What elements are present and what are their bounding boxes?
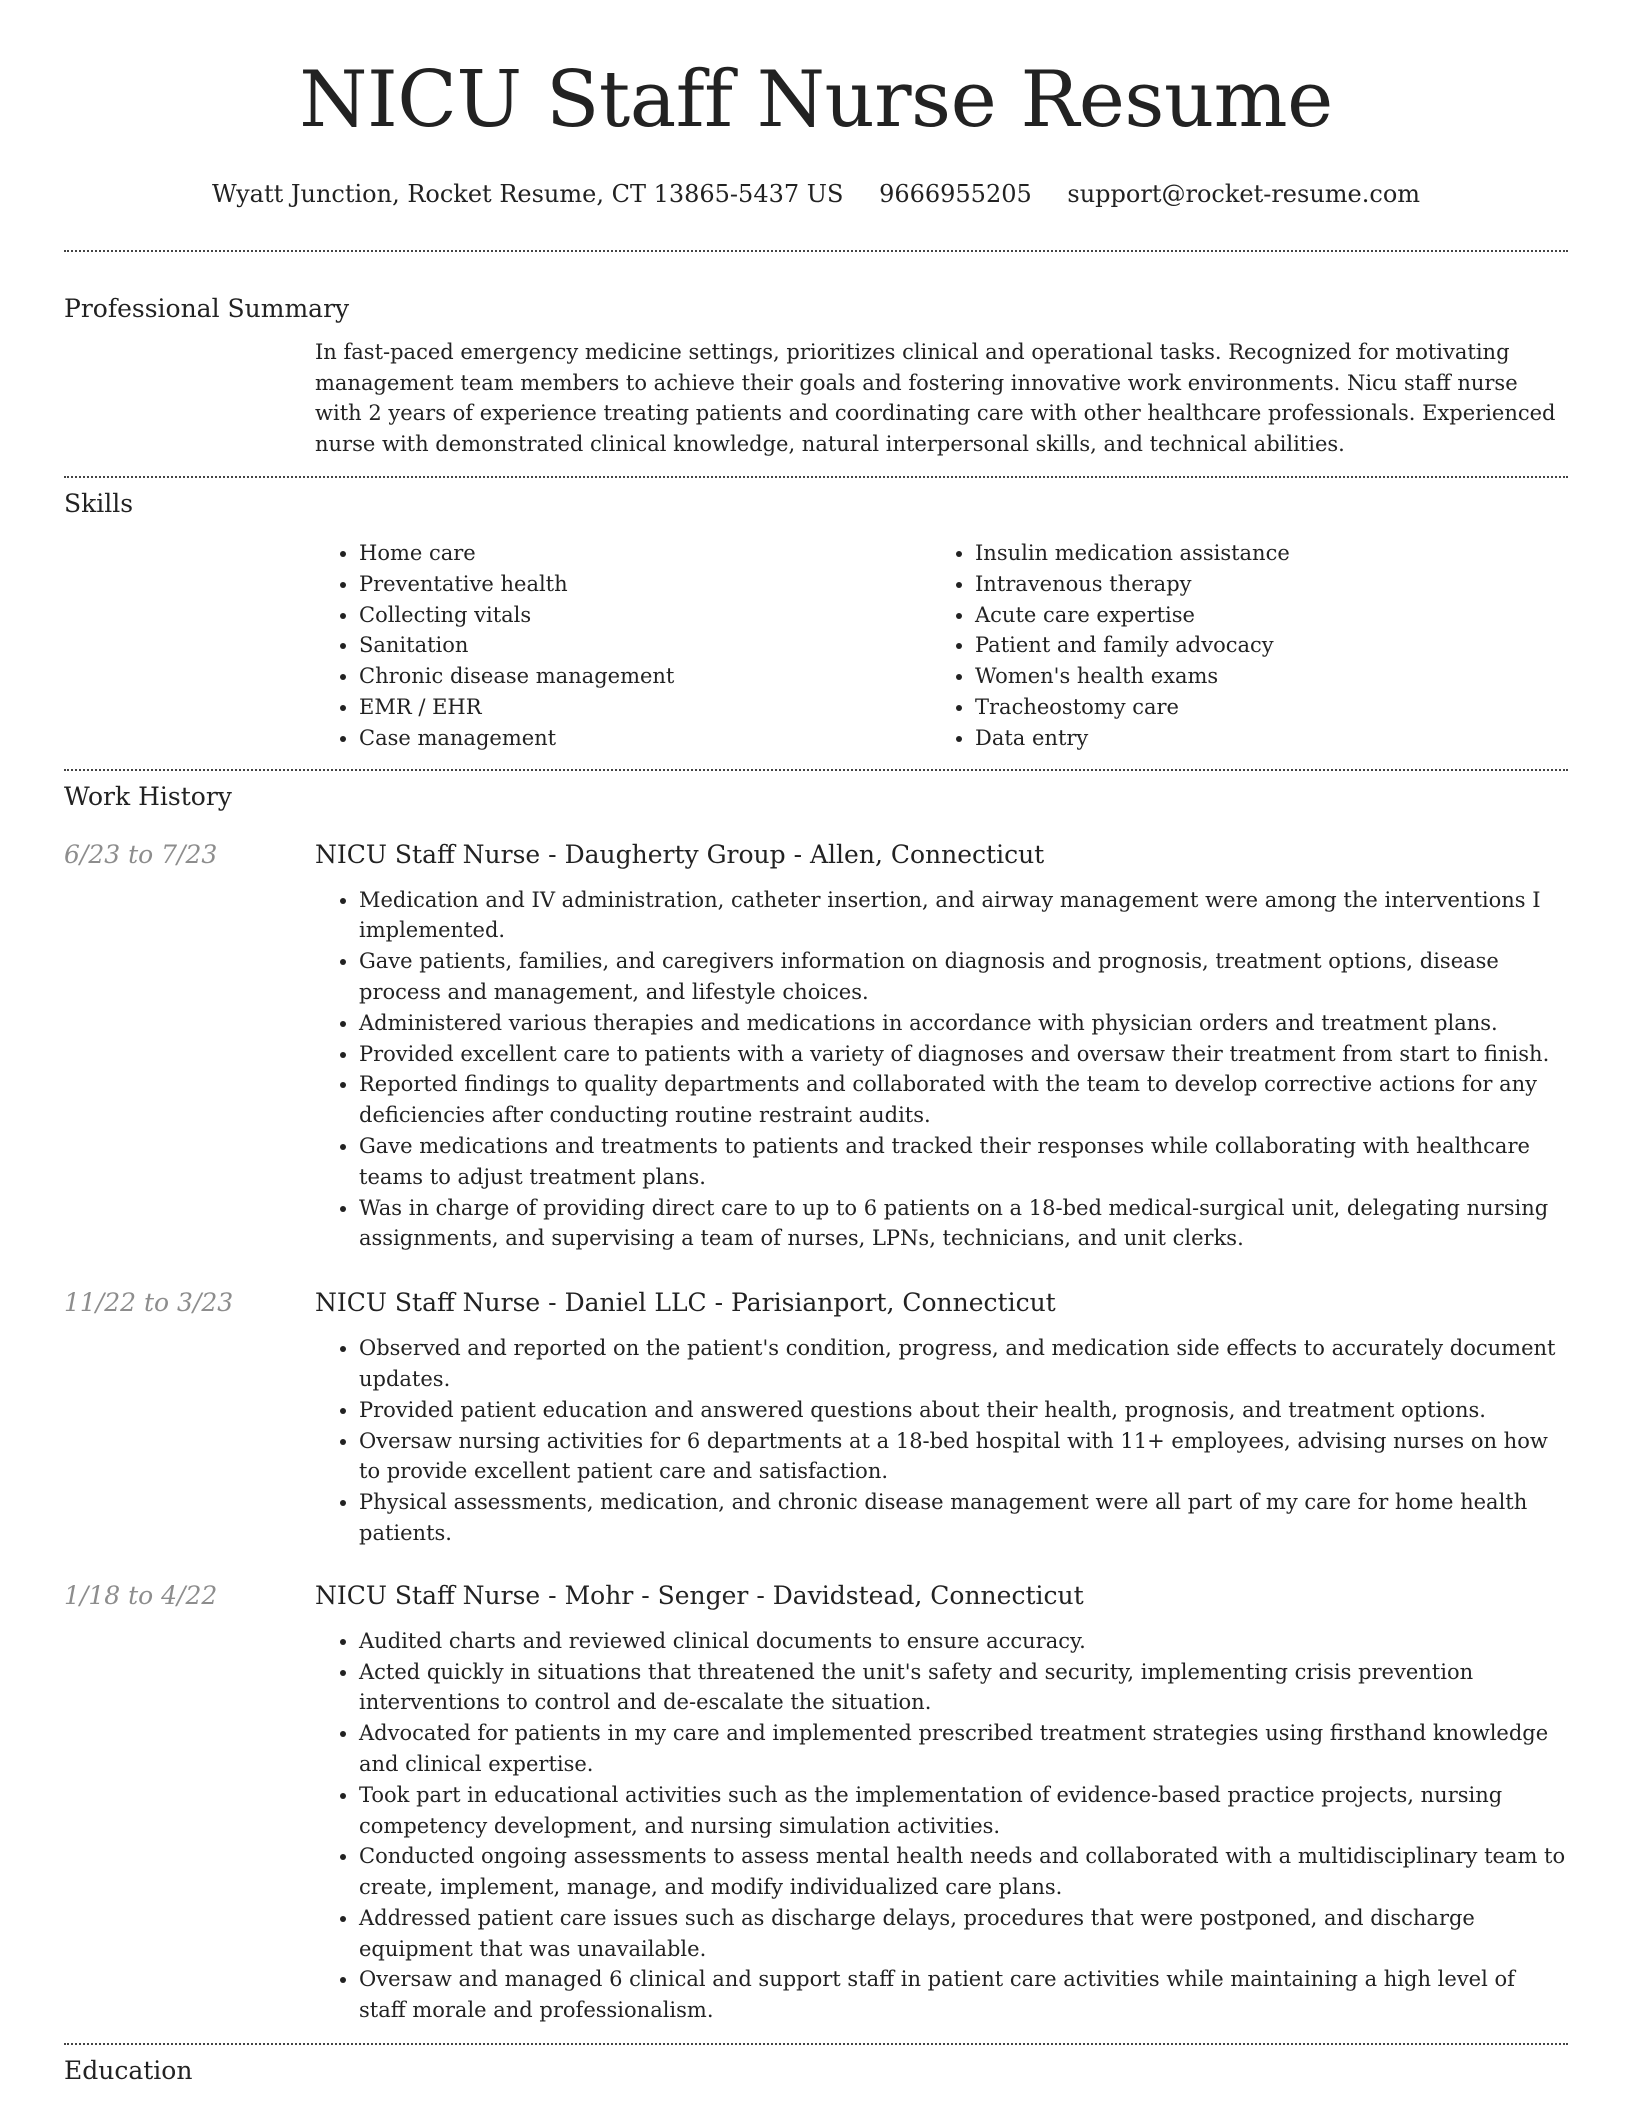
job-bullet: • Physical assessments, medication, and chronic disease management were all part of my care for home health patients.: [359, 1487, 1568, 1549]
summary-section: [315, 337, 1568, 459]
skill-item: • Acute care expertise: [975, 600, 1547, 631]
resume-page: [64, 0, 1568, 2088]
job-header: [64, 1286, 1568, 1320]
job-bullet: • Medication and IV administration, catheter insertion, and airway management were among the interventions I implemented.: [359, 885, 1568, 947]
skills-column-left: [315, 538, 931, 754]
education-heading: Education: [64, 2056, 193, 2086]
job-bullet: • Provided patient education and answered questions about their health, prognosis, and treatment options.: [359, 1395, 1568, 1426]
skill-item: • Home care: [359, 538, 931, 569]
job-bullet: • Provided excellent care to patients with a variety of diagnoses and oversaw their treatment from start to finish.: [359, 1039, 1568, 1070]
job-title: NICU Staff Nurse - Mohr - Senger - Davidstead, Connecticut: [315, 1580, 1084, 1610]
skills-list: [315, 538, 1568, 754]
job-bullet: • Was in charge of providing direct care to up to 6 patients on a 18-bed medical-surgical unit, delegating nursing assignments, and supervising a team of nurses, LPNs, technicians, and unit clerks.: [359, 1193, 1568, 1255]
skill-item: • Case management: [359, 723, 931, 754]
job-title: NICU Staff Nurse - Daniel LLC - Parisianport, Connecticut: [315, 1288, 1056, 1318]
resume-title: NICU Staff Nurse Resume: [299, 55, 1333, 145]
skill-item: • Preventative health: [359, 569, 931, 600]
skill-item: • Tracheostomy care: [975, 692, 1547, 723]
job-header: [64, 838, 1568, 872]
job-header: [64, 1579, 1568, 1613]
job-bullet: • Reported findings to quality departments and collaborated with the team to develop corrective actions for any deficiencies after conducting routine restraint audits.: [359, 1069, 1568, 1131]
work-heading: Work History: [64, 781, 232, 811]
job-title: NICU Staff Nurse - Daugherty Group - Allen, Connecticut: [315, 839, 1045, 869]
job-bullet: • Oversaw and managed 6 clinical and support staff in patient care activities while maintaining a high level of staff morale and professionalism.: [359, 1964, 1568, 2026]
skills-heading: Skills: [64, 489, 134, 518]
header-divider: [64, 250, 1568, 252]
job-bullet: • Oversaw nursing activities for 6 departments at a 18-bed hospital with 11+ employees, advising nurses on how to provide excellent patient care and satisfaction.: [359, 1426, 1568, 1488]
job-bullets: [315, 885, 1568, 1255]
job-bullet: • Gave patients, families, and caregivers information on diagnosis and prognosis, treatment options, disease process and management, and lifestyle choices.: [359, 946, 1568, 1008]
job-dates: 6/23 to 7/23: [64, 839, 218, 869]
job-dates: 1/18 to 4/22: [64, 1580, 218, 1610]
skill-item: • Women's health exams: [975, 661, 1547, 692]
job-bullet: • Took part in educational activities such as the implementation of evidence-based practice projects, nursing competency development, and nursing simulation activities.: [359, 1780, 1568, 1842]
job-entry: [64, 1286, 1568, 1549]
job-bullets: [315, 1626, 1568, 2026]
job-bullet: • Audited charts and reviewed clinical documents to ensure accuracy.: [359, 1626, 1568, 1657]
job-bullet: • Conducted ongoing assessments to assess mental health needs and collaborated with a multidisciplinary team to create, implement, manage, and modify individualized care plans.: [359, 1841, 1568, 1903]
skill-item: • Insulin medication assistance: [975, 538, 1547, 569]
contact-line: [64, 178, 1568, 210]
contact-address: Wyatt Junction, Rocket Resume, CT 13865-5437 US: [211, 180, 844, 208]
skill-item: • Intravenous therapy: [975, 569, 1547, 600]
skill-item: • EMR / EHR: [359, 692, 931, 723]
contact-phone: 9666955205: [879, 180, 1032, 208]
skill-item: • Collecting vitals: [359, 600, 931, 631]
work-divider: [64, 2043, 1568, 2045]
job-bullet: • Advocated for patients in my care and implemented prescribed treatment strategies using firsthand knowledge and clinical expertise.: [359, 1718, 1568, 1780]
skill-item: • Data entry: [975, 723, 1547, 754]
skills-divider: [64, 769, 1568, 771]
summary-text: In fast-paced emergency medicine settings, prioritizes clinical and operational tasks. Recognized for motivating management team members to achieve their goals and fostering innovative work environments. Nicu staff nurse with 2 years of experience treating patients and coordinating care with other healthcare professionals. Experienced nurse with demonstrated clinical knowledge, natural interpersonal skills, and technical abilities.: [315, 340, 1556, 456]
job-bullet: • Observed and reported on the patient's condition, progress, and medication side effects to accurately document updates.: [359, 1333, 1568, 1395]
summary-divider: [64, 476, 1568, 478]
contact-email: support@rocket-resume.com: [1067, 180, 1421, 208]
summary-heading: Professional Summary: [64, 294, 350, 323]
job-bullet: • Gave medications and treatments to patients and tracked their responses while collaborating with healthcare teams to adjust treatment plans.: [359, 1131, 1568, 1193]
job-dates: 11/22 to 3/23: [64, 1288, 234, 1318]
job-bullet: • Administered various therapies and medications in accordance with physician orders and treatment plans.: [359, 1008, 1568, 1039]
job-entry: [64, 1579, 1568, 2026]
job-bullet: • Addressed patient care issues such as discharge delays, procedures that were postponed, and discharge equipment that was unavailable.: [359, 1903, 1568, 1965]
skill-item: • Patient and family advocacy: [975, 630, 1547, 661]
skills-column-right: [931, 538, 1547, 754]
skill-item: • Chronic disease management: [359, 661, 931, 692]
job-bullet: • Acted quickly in situations that threatened the unit's safety and security, implementing crisis prevention interventions to control and de-escalate the situation.: [359, 1657, 1568, 1719]
job-entry: [64, 838, 1568, 1255]
job-bullets: [315, 1333, 1568, 1549]
skill-item: • Sanitation: [359, 630, 931, 661]
